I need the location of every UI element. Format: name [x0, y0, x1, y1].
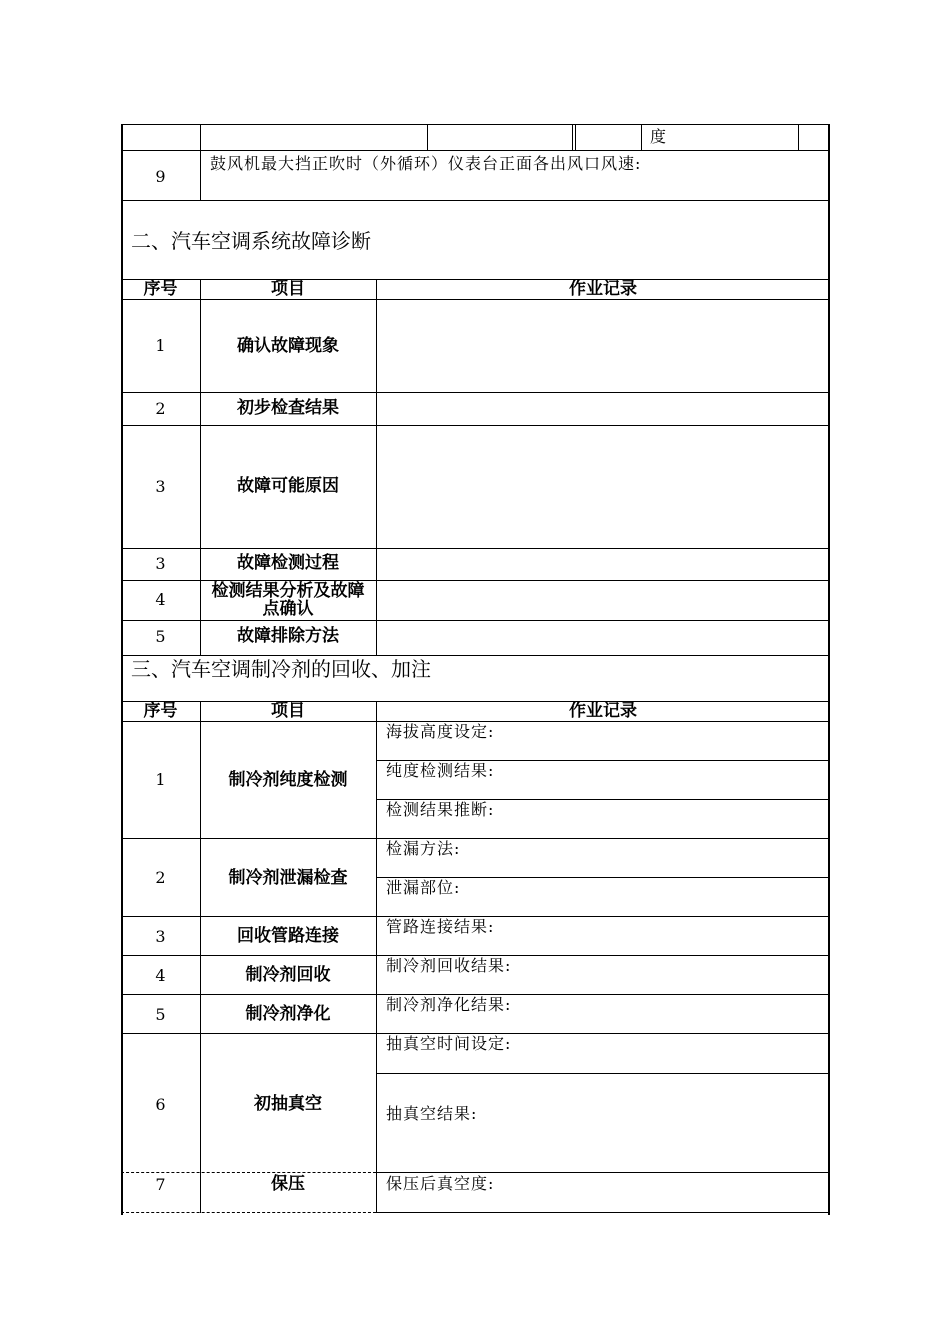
s3-row1-record-2: 纯度检测结果: — [386, 761, 495, 780]
s3-header-seq: 序号 — [143, 701, 178, 721]
row9-number: 9 — [155, 167, 166, 186]
rule-top — [121, 124, 830, 125]
s2-row6-seq: 5 — [155, 627, 166, 646]
rule-s3-r7 — [376, 1212, 830, 1213]
rule-s3-header-top — [121, 701, 830, 702]
s3-row1-item: 制冷剂纯度检测 — [228, 770, 348, 790]
rule-s2-header-top — [121, 279, 830, 280]
col-divider-a — [427, 124, 428, 150]
s2-row5-seq: 4 — [155, 590, 166, 609]
col-divider-c — [641, 124, 642, 150]
s2-row1-seq: 1 — [155, 336, 166, 355]
rule-s3-r6-sub1 — [376, 1073, 830, 1074]
rule-s3-r1 — [121, 838, 830, 839]
s3-row1-record-1: 海拔高度设定: — [386, 722, 495, 741]
s2-row6-item: 故障排除方法 — [237, 626, 339, 646]
s3-row3-record-1: 管路连接结果: — [386, 917, 495, 936]
s3-row4-item: 制冷剂回收 — [245, 965, 331, 985]
s3-row6-seq: 6 — [155, 1095, 166, 1114]
s2-row3-seq: 3 — [155, 477, 166, 496]
s2-header-item: 项目 — [271, 279, 305, 299]
rule-s3-r6-dashed — [121, 1172, 376, 1173]
row9-text: 鼓风机最大挡正吹时（外循环）仪表台正面各出风口风速: — [210, 154, 642, 173]
s3-row5-record-1: 制冷剂净化结果: — [386, 995, 512, 1014]
s3-row1-record-3: 检测结果推断: — [386, 800, 495, 819]
s2-col-divider-seq — [200, 279, 201, 655]
s3-row2-seq: 2 — [155, 868, 166, 887]
section3-title: 三、汽车空调制冷剂的回收、加注 — [131, 657, 431, 681]
rule-s2-r5 — [121, 620, 830, 621]
s3-row2-record-1: 检漏方法: — [386, 839, 461, 858]
section2-title: 二、汽车空调系统故障诊断 — [131, 229, 371, 253]
s3-row7-record-1: 保压后真空度: — [386, 1174, 495, 1193]
s3-row6-record-2: 抽真空结果: — [386, 1104, 478, 1123]
s3-row2-item: 制冷剂泄漏检查 — [228, 868, 348, 888]
s3-header-item: 项目 — [271, 701, 305, 721]
s2-header-seq: 序号 — [143, 279, 178, 299]
s3-row5-seq: 5 — [155, 1005, 166, 1024]
col-divider-seq-top — [200, 124, 201, 200]
s2-header-record: 作业记录 — [569, 279, 637, 299]
s3-row7-item: 保压 — [271, 1174, 305, 1194]
rule-row9-top — [121, 150, 830, 151]
s3-row4-record-1: 制冷剂回收结果: — [386, 956, 512, 975]
rule-s2-r2 — [121, 425, 830, 426]
s3-row4-seq: 4 — [155, 966, 166, 985]
s3-row2-record-2: 泄漏部位: — [386, 878, 461, 897]
unit-degree: 度 — [650, 127, 668, 146]
s2-row3-item: 故障可能原因 — [237, 476, 339, 496]
s2-row2-item: 初步检查结果 — [237, 398, 339, 418]
s3-row7-seq: 7 — [155, 1175, 166, 1194]
rule-s2-r6 — [121, 655, 830, 656]
rule-s3-r6 — [376, 1172, 830, 1173]
rule-s2-header-bottom — [121, 299, 830, 300]
s3-row6-record-1: 抽真空时间设定: — [386, 1034, 512, 1053]
s3-row5-item: 制冷剂净化 — [245, 1004, 331, 1024]
rule-s2-r3 — [121, 548, 830, 549]
rule-s3-r7-dashed — [121, 1212, 376, 1213]
s2-col-divider-item — [376, 279, 377, 655]
s2-row4-item: 故障检测过程 — [237, 553, 339, 573]
col-divider-d — [798, 124, 799, 150]
s3-header-record: 作业记录 — [569, 701, 637, 721]
col-divider-b1 — [572, 124, 573, 150]
rule-section2-top — [121, 200, 830, 201]
rule-s2-r1 — [121, 392, 830, 393]
s3-row3-seq: 3 — [155, 927, 166, 946]
s2-row5-item: 检测结果分析及故障点确认 — [211, 581, 365, 619]
s2-row4-seq: 3 — [155, 554, 166, 573]
s3-row1-seq: 1 — [155, 770, 166, 789]
s3-row6-item: 初抽真空 — [254, 1094, 322, 1114]
s3-row3-item: 回收管路连接 — [237, 926, 339, 946]
s2-row2-seq: 2 — [155, 399, 166, 418]
col-divider-b2 — [575, 124, 576, 150]
s3-col-divider-item — [376, 701, 377, 1213]
s2-row1-item: 确认故障现象 — [237, 336, 339, 356]
